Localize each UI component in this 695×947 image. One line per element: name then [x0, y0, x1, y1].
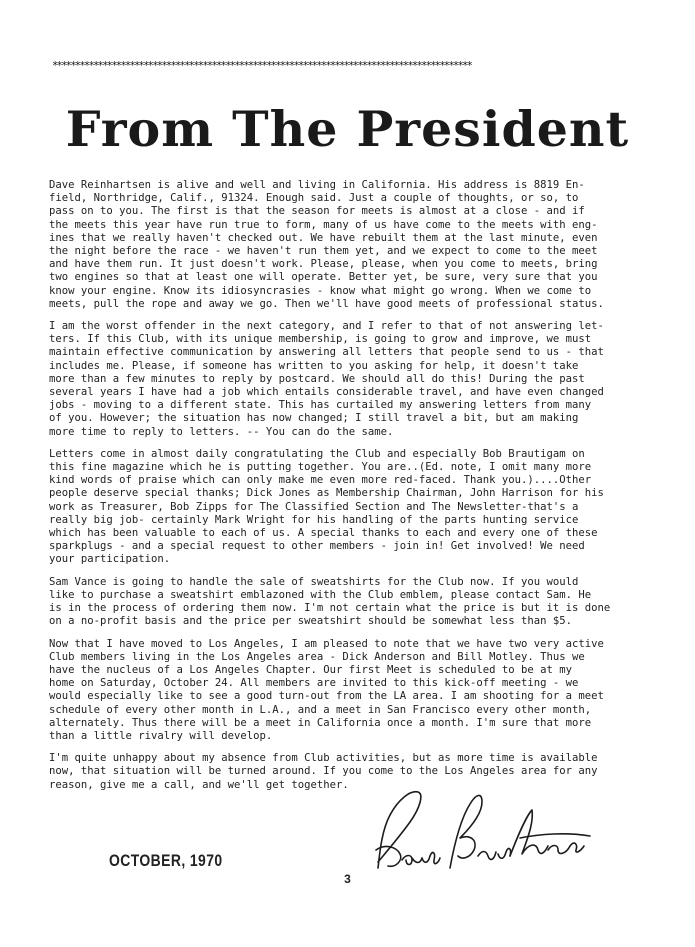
page-title: From The President	[65, 100, 630, 158]
paragraph: Dave Reinhartsen is alive and well and living in California. His address is 8819 En- field, Northridge, Calif., 91324. Enough said. Just a couple of thoughts, or so, to pass on to you. The first is that the season for meets is almost at a close - and if the meets this year have run true to form, many of us have come to the meets with eng- ines that we really haven't checked out. We have rebuilt them at the last minute, even the night before the race - we haven't run them yet, and we expect to come to the meet and have them run. It just doesn't work. Please, please, when you come to meets, bring two engines so that at least one will operate. Better yet, be sure, very sure that you know your engine. Know its idiosyncrasies - know what might go wrong. When we come to meets, pull the rope and away we go. Then we'll have good meets of professional status.	[49, 179, 604, 310]
asterisk-divider: ********************************************************************************************	[52, 60, 472, 72]
handwritten-signature	[370, 780, 600, 880]
paragraph: I'm quite unhappy about my absence from Club activities, but as more time is available now, that situation will be turned around. If you come to the Los Angeles area for any reason, give me a call, and we'll get together.	[49, 752, 598, 791]
page-number: 3	[344, 872, 351, 886]
paragraph: Now that I have moved to Los Angeles, I am pleased to note that we have two very active Club members living in the Los Angeles area - Dick Anderson and Bill Motley. Thus we have the nucleus of a Los Angeles Chapter. Our first Meet is scheduled to be at my home on Saturday, October 24. All members are invited to this kick-off meeting - we would especially like to see a good turn-out from the LA area. I am shooting for a meet schedule of every other month in L.A., and a meet in San Francisco every other month, alternately. Thus there will be a meet in California once a month. I'm sure that more than a little rivalry will develop.	[49, 637, 604, 742]
issue-date: OCTOBER, 1970	[109, 851, 223, 870]
article-body	[49, 179, 653, 801]
paragraph: Letters come in almost daily congratulating the Club and especially Bob Brautigam on this fine magazine which he is putting together. You are..(Ed. note, I omit many more kind words of praise which can only make me even more red-faced. Thank you.)....Other people deserve special thanks; Dick Jones as Membership Chairman, John Harrison for his work as Treasurer, Bob Zipps for The Classified Section and The Newsletter-that's a really big job- certainly Mark Wright for his handling of the parts hunting service which has been valuable to each of us. A special thanks to each and every one of these sparkplugs - and a special request to other members - join in! Get involved! We need your participation.	[49, 447, 604, 566]
paragraph: I am the worst offender in the next category, and I refer to that of not answering let- ters. If this Club, with its unique membership, is going to grow and improve, we must maintain effective communication by answering all letters that people send to us - that includes me. Please, if someone has written to you asking for help, it doesn't take more than a few minutes to reply by postcard. We should all do this! During the past several years I have had a job which entails considerable travel, and have even changed jobs - moving to a different state. This has curtailed my answering letters from many of you. However; the situation has now changed; I still travel a bit, but am making more time to reply to letters. -- You can do the same.	[49, 320, 604, 438]
paragraph: Sam Vance is going to handle the sale of sweatshirts for the Club now. If you would like to purchase a sweatshirt emblazoned with the Club emblem, please contact Sam. He is in the process of ordering them now. I'm not certain what the price is but it is done on a no-profit basis and the price per sweatshirt should be somewhat less than $5.	[49, 575, 611, 628]
